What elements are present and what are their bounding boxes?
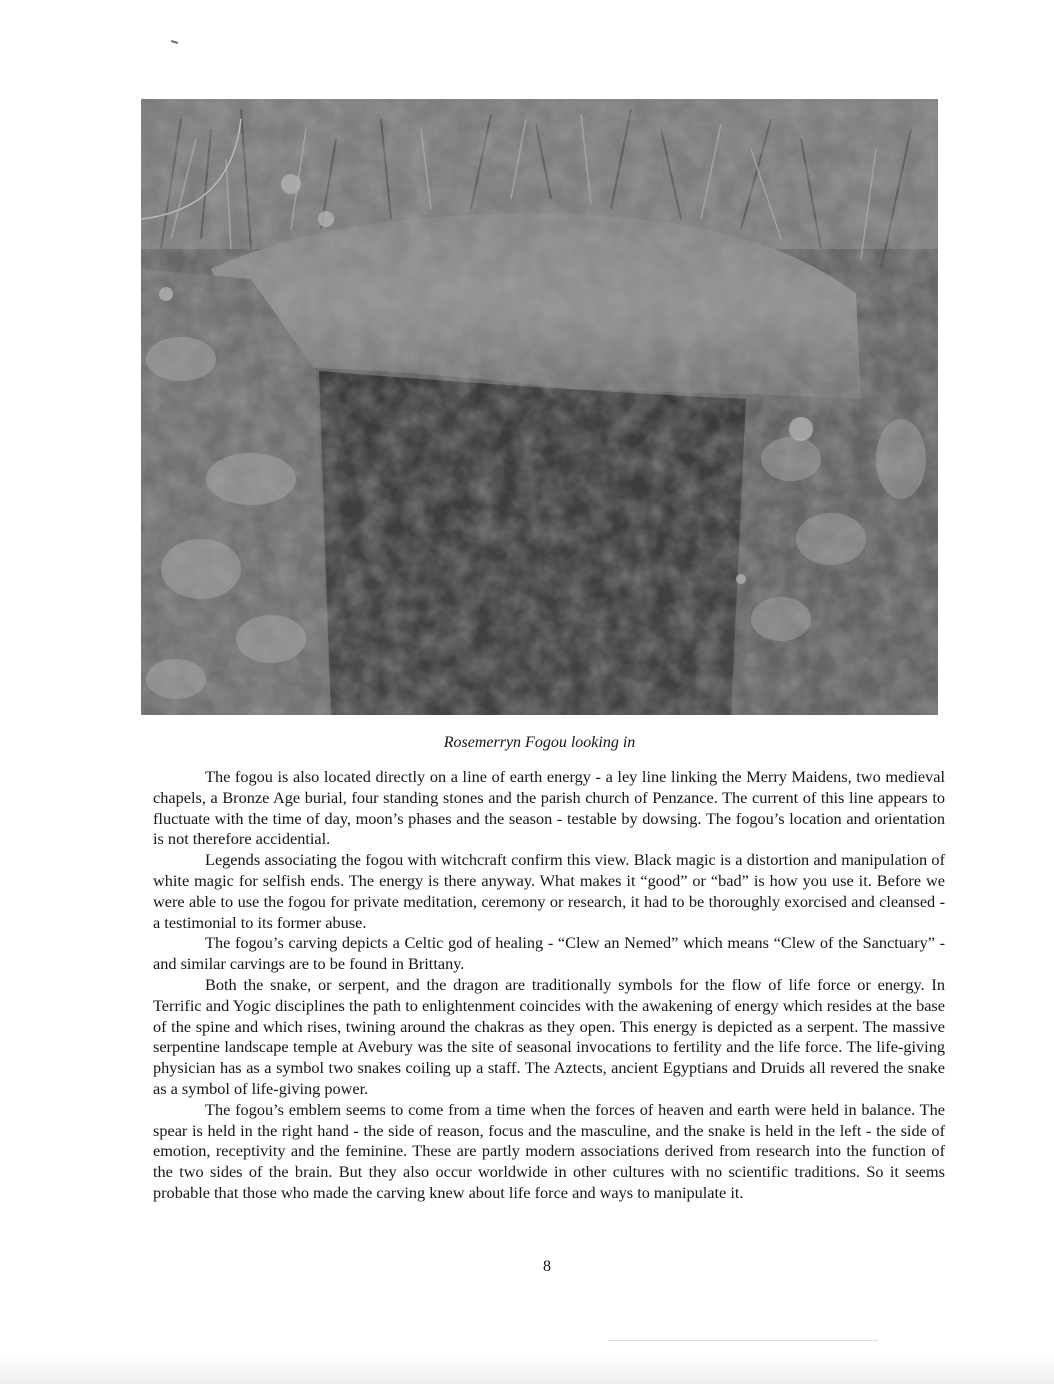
page-bottom-edge — [0, 1352, 1054, 1384]
paragraph-emblem: The fogou’s emblem seems to come from a time when the forces of heaven and earth were held in balance. The spear is held in the right hand - the side of reason, focus and the masculine, and the snake is held in the left - the side of emotion, receptivity and the feminine. These are partly modern associations derived from research into the function of the two sides of the brain. But they also occur worldwide in other cultures with no scientific traditions. So it seems probable that those who made the carving knew about life force and ways to manipulate it. — [153, 1099, 945, 1202]
scan-mark — [171, 40, 178, 44]
article-body — [153, 767, 945, 1204]
paragraph-witchcraft: Legends associating the fogou with witchcraft confirm this view. Black magic is a distortion and manipulation of white magic for selfish ends. The energy is there anyway. What makes it “good” or “bad” is how you use it. Before we were able to use the fogou for private meditation, ceremony or research, it had to be thoroughly exorcised and cleansed - a testimonial to its former abuse. — [153, 850, 945, 932]
photo-caption: Rosemerryn Fogou looking in — [443, 734, 636, 751]
page-number: 8 — [543, 1258, 551, 1275]
fogou-photo — [141, 99, 938, 715]
paragraph-carving: The fogou’s carving depicts a Celtic god of healing - “Clew an Nemed” which means “Clew of the Sanctuary” - and similar carvings are to be found in Brittany. — [153, 933, 945, 974]
paragraph-ley-line: The fogou is also located directly on a line of earth energy - a ley line linking the Merry Maidens, two medieval chapels, a Bronze Age burial, four standing stones and the parish church of Penzance. The current of this line appears to fluctuate with the time of day, moon’s phases and the season - testable by dowsing. The fogou’s location and orientation is not therefore accidential. — [153, 767, 945, 849]
scan-edge-line — [608, 1340, 878, 1341]
paragraph-serpent: Both the snake, or serpent, and the dragon are traditionally symbols for the flow of life force or energy. In Terrific and Yogic disciplines the path to enlightenment coincides with the awakening of energy which resides at the base of the spine and which rises, twining around the chakras as they open. This energy is depicted as a serpent. The massive serpentine landscape temple at Avebury was the site of seasonal invocations to fertility and the life force. The life-giving physician has as a symbol two snakes coiling up a staff. The Aztects, ancient Egyptians and Druids all revered the snake as a symbol of life-giving power. — [153, 974, 945, 1098]
